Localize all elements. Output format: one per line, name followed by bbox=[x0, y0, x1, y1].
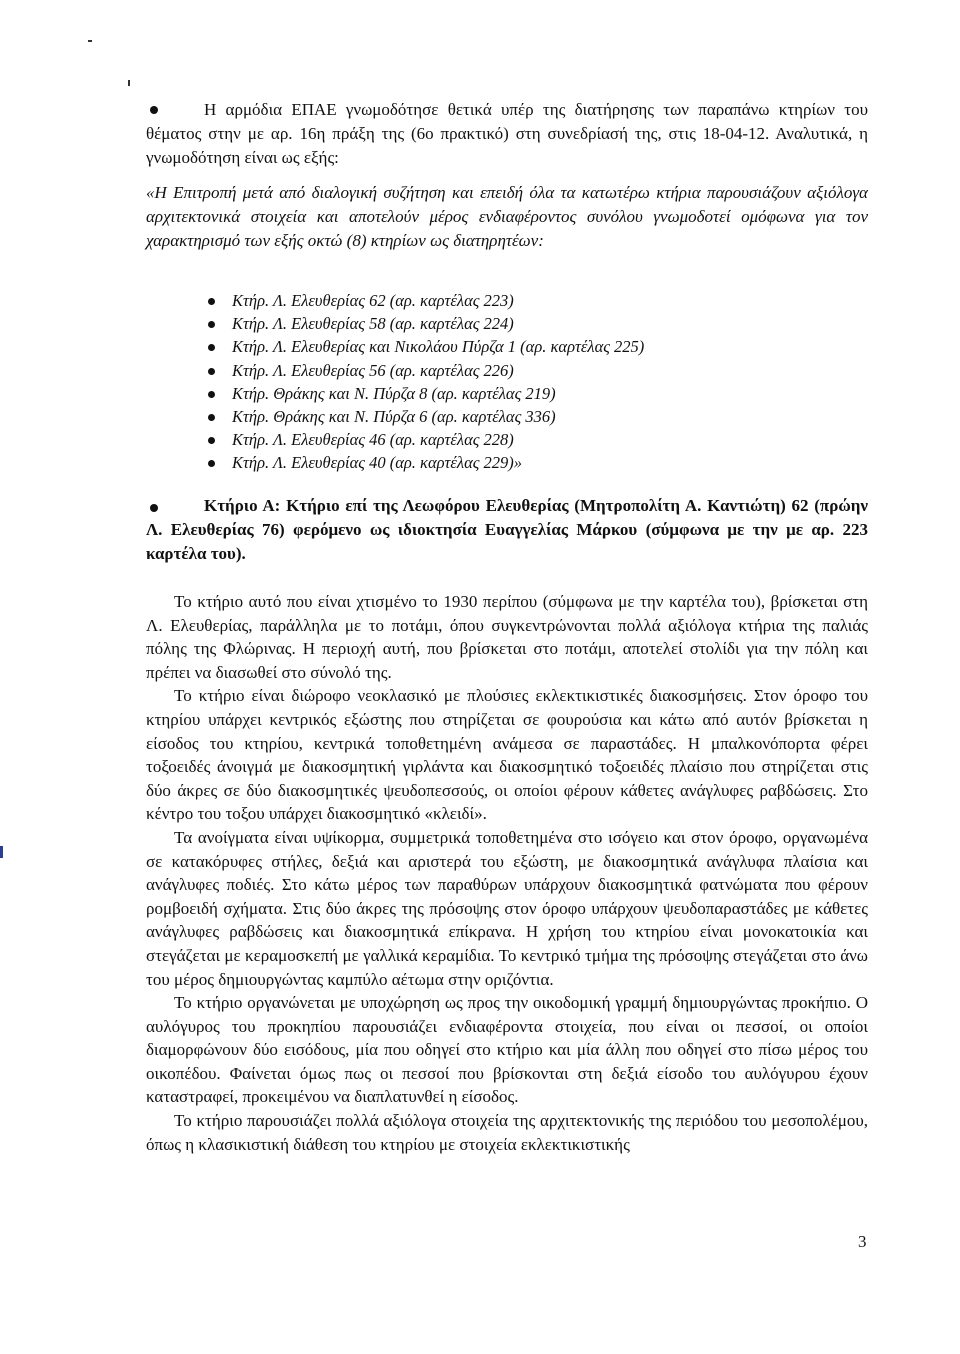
building-a-description bbox=[146, 590, 868, 1156]
intro-paragraph: Η αρμόδια ΕΠΑΕ γνωμοδότησε θετικά υπέρ της διατήρησης των παραπάνω κτηρίων του θέματος στην με αρ. 16η πράξη της (6ο πρακτικό) στη συνεδρίασή της, στις 18-04-12. Αναλυτικά, η γνωμοδότηση είναι ως εξής: bbox=[146, 100, 868, 167]
paragraph: Τα ανοίγματα είναι υψίκορμα, συμμετρικά τοποθετημένα στο ισόγειο και στον όροφο, οργανωμένα σε κατακόρυφες στήλες, δεξιά και αριστερά του εξώστη, με διακοσμητικά ανάγλυφα πλαίσια και ανάγλυφες ποδιές. Στο κάτω μέρος των παραθύρων υπάρχουν διακοσμητικά φατνώματα που φέρουν ρομβοειδή σχήματα. Στις δύο άκρες της πρόσοψης στον όροφο υπάρχουν ψευδοπαραστάδες με κάθετες ανάγλυφες ραβδώσεις και διακοσμητικά επίκρανα. Η χρήση του κτηρίου είναι μονοκατοικία και στεγάζεται με κεραμοσκεπή με γαλλικά κεραμίδια. Το κεντρικό τμήμα της πρόσοψης στεγάζεται στο άνω του μέρος δημιουργώντας καμπύλο αέτωμα στην οριζόντια. bbox=[146, 827, 868, 989]
list-item: Κτήρ. Λ. Ελευθερίας 58 (αρ. καρτέλας 224) bbox=[232, 312, 644, 335]
paragraph: Το κτήριο αυτό που είναι χτισμένο το 1930 περίπου (σύμφωνα με την καρτέλα του), βρίσκεται στη Λ. Ελευθερίας, παράλληλα με το ποτάμι, όπου συγκεντρώνονται πολλά αξιόλογα κτήρια της παλιάς πόλης της Φλώρινας. Η περιοχή αυτή, που βρίσκεται στο ποτάμι, αποτελεί στολίδι για την πόλη και πρέπει να διασωθεί στο σύνολό της. bbox=[146, 592, 868, 682]
list-item: Κτήρ. Θράκης και Ν. Πύρζα 8 (αρ. καρτέλας 219) bbox=[232, 382, 644, 405]
list-item: Κτήρ. Λ. Ελευθερίας 46 (αρ. καρτέλας 228) bbox=[232, 428, 644, 451]
list-item: Κτήρ. Λ. Ελευθερίας 40 (αρ. καρτέλας 229)» bbox=[232, 451, 644, 474]
committee-quote: «Η Επιτροπή μετά από διαλογική συζήτηση και επειδή όλα τα κατωτέρω κτήρια παρουσιάζουν αξιόλογα αρχιτεκτονικά στοιχεία και αποτελούν μέρος ενδιαφέροντος συνόλου γνωμοδοτεί ομόφωνα για τον χαρακτηρισμό των εξής οκτώ (8) κτηρίων ως διατηρητέων: bbox=[146, 183, 868, 250]
buildings-list bbox=[232, 289, 644, 475]
list-item: Κτήρ. Λ. Ελευθερίας 56 (αρ. καρτέλας 226) bbox=[232, 359, 644, 382]
list-item: Κτήρ. Λ. Ελευθερίας και Νικολάου Πύρζα 1 (αρ. καρτέλας 225) bbox=[232, 335, 644, 358]
list-item: Κτήρ. Θράκης και Ν. Πύρζα 6 (αρ. καρτέλας 336) bbox=[232, 405, 644, 428]
paragraph: Το κτήριο είναι διώροφο νεοκλασικό με πλούσιες εκλεκτικιστικές διακοσμήσεις. Στον όροφο του κτηρίου υπάρχει κεντρικός εξώστης που στηρίζεται σε φουρούσια και κάτω από αυτόν βρίσκεται η είσοδος του κτηρίου, κεντρικά τοποθετημένη ανάμεσα σε παραστάδες. Η μπαλκονόπορτα φέρει τοξοειδές άνοιγμά με διακοσμητική γιρλάντα και διακοσμητικό τοξοειδές πλαίσιο που στηρίζεται στις δύο άκρες σε δύο διακοσμητικές ψευδοπεσσούς, οι οποίοι φέρουν κάθετες ανάγλυφες ραβδώσεις. Στο κέντρο του τοξου υπάρχει διακοσμητικό «κλειδί». bbox=[146, 686, 868, 824]
paragraph: Το κτήριο οργανώνεται με υποχώρηση ως προς την οικοδομική γραμμή δημιουργώντας προκήπιο. Ο αυλόγυρος του προκηπίου παρουσιάζει ενδιαφέροντα στοιχεία, που είναι οι πεσσοί, οι οποίοι διαμορφώνουν δύο εισόδους, μία που οδηγεί στο κτήριο και μία άλλη που οδηγεί στο πίσω μέρος του οικοπέδου. Φαίνεται όμως πως οι πεσσοί που βρίσκονται στη δεξιά είσοδο του αυλόγυρου έχουν καταστραφεί, προκειμένου να διαπλατυνθεί η είσοδος. bbox=[146, 993, 868, 1107]
scan-mark bbox=[88, 40, 92, 42]
paragraph: Το κτήριο παρουσιάζει πολλά αξιόλογα στοιχεία της αρχιτεκτονικής της περιόδου του μεσοπολέμου, όπως η κλασικιστική διάθεση του κτηρίου με στοιχεία εκλεκτικιστικής bbox=[146, 1111, 868, 1154]
building-a-heading: Κτήριο Α: Κτήριο επί της Λεωφόρου Ελευθερίας (Μητροπολίτη Α. Καντιώτη) 62 (πρώην Λ. Ελευθερίας 76) φερόμενο ως ιδιοκτησία Ευαγγελίας Μάρκου (σύμφωνα με την με αρ. 223 καρτέλα του). bbox=[146, 496, 868, 563]
scan-mark bbox=[128, 80, 130, 86]
list-item: Κτήρ. Λ. Ελευθερίας 62 (αρ. καρτέλας 223) bbox=[232, 289, 644, 312]
page-number: 3 bbox=[858, 1232, 867, 1251]
scan-mark bbox=[0, 846, 3, 858]
